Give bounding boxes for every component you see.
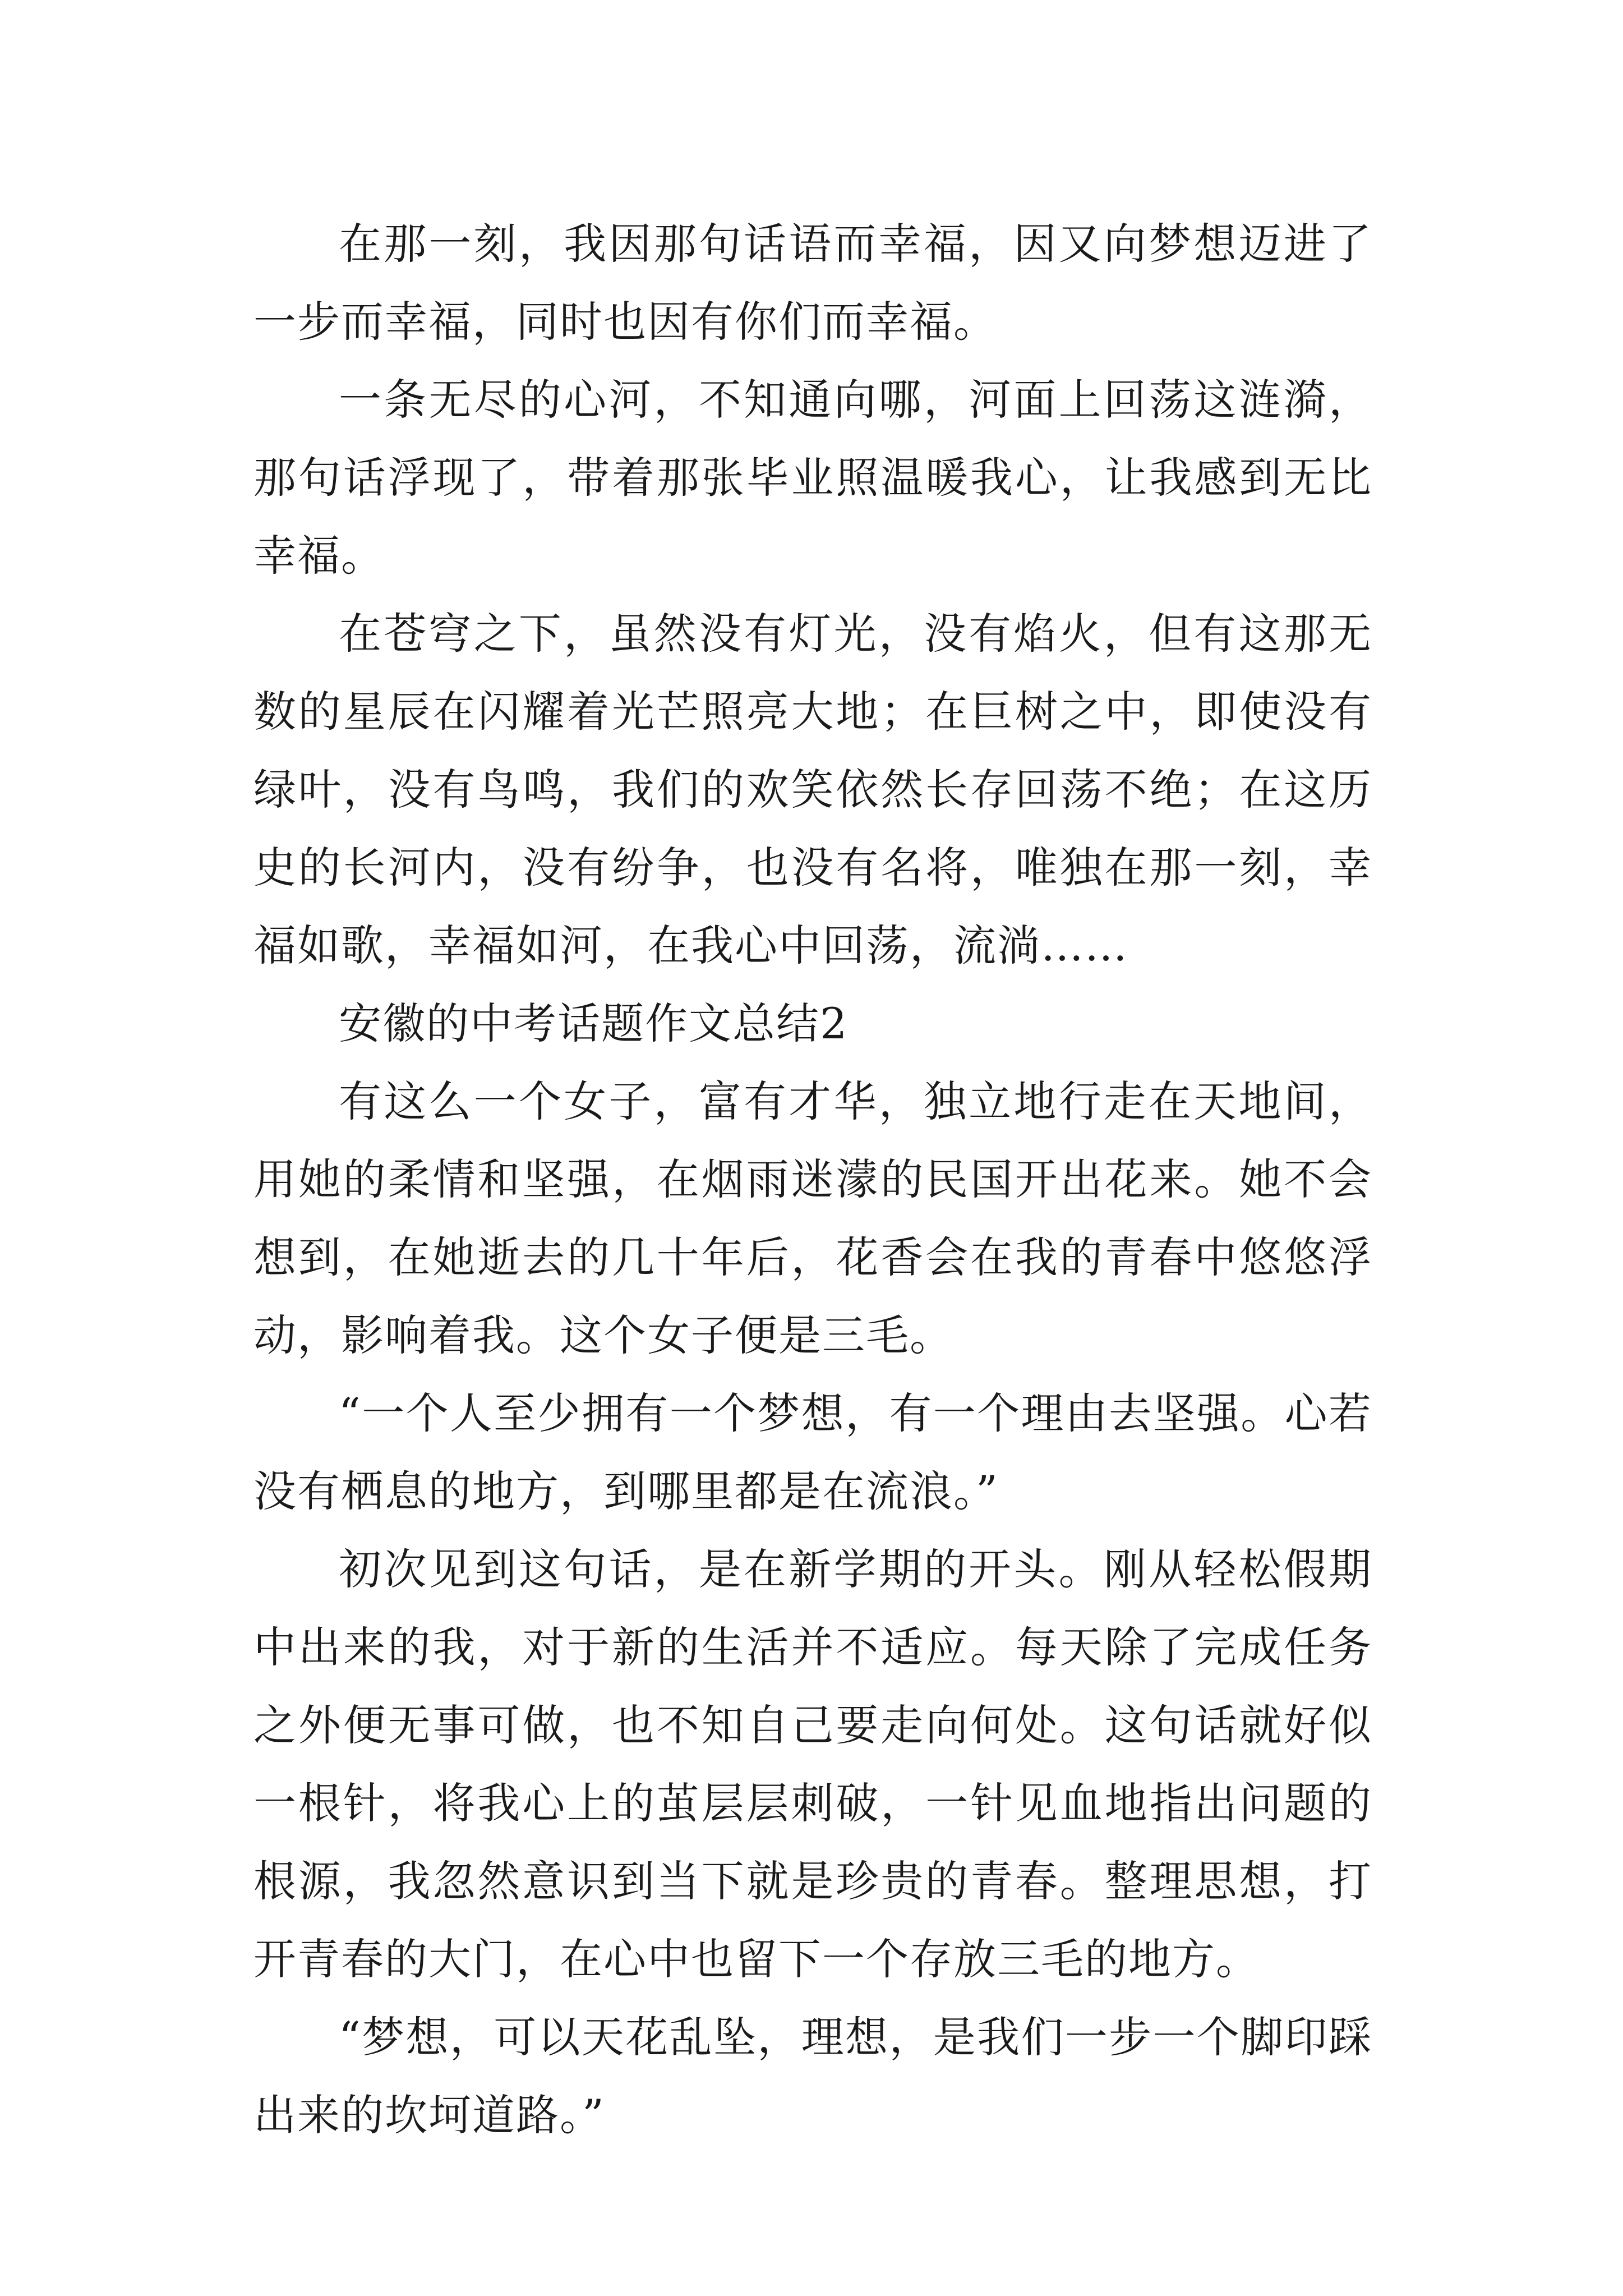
paragraph: 一条无尽的心河，不知通向哪，河面上回荡这涟漪，那句话浮现了，带着那张毕业照温暖我心，让我感到无比幸福。 xyxy=(253,375,1372,581)
paragraph: 初次见到这句话，是在新学期的开头。刚从轻松假期中出来的我，对于新的生活并不适应。每天除了完成任务之外便无事可做，也不知自己要走向何处。这句话就好似一根针，将我心上的茧层层刺破，一针见血地指出问题的根源，我忽然意识到当下就是珍贵的青春。整理思想，打开青春的大门，在心中也留下一个存放三毛的地方。 xyxy=(253,1544,1372,1984)
section-heading: 安徽的中考话题作文总结2 xyxy=(339,999,849,1048)
paragraph: 在苍穹之下，虽然没有灯光，没有焰火，但有这那无数的星辰在闪耀着光芒照亮大地；在巨树之中，即使没有绿叶，没有鸟鸣，我们的欢笑依然长存回荡不绝；在这历史的长河内，没有纷争，也没有名将，唯独在那一刻，幸福如歌，幸福如河，在我心中回荡，流淌…… xyxy=(253,609,1372,970)
quote-paragraph: “一个人至少拥有一个梦想，有一个理由去坚强。心若没有栖息的地方，到哪里都是在流浪。” xyxy=(253,1388,1372,1516)
paragraph: 有这么一个女子，富有才华，独立地行走在天地间，用她的柔情和坚强，在烟雨迷濛的民国开出花来。她不会想到，在她逝去的几十年后，花香会在我的青春中悠悠浮动，影响着我。这个女子便是三毛。 xyxy=(253,1076,1372,1360)
paragraph: 在那一刻，我因那句话语而幸福，因又向梦想迈进了一步而幸福，同时也因有你们而幸福。 xyxy=(253,219,1372,347)
document-body xyxy=(253,205,1372,2154)
quote-paragraph: “梦想，可以天花乱坠，理想，是我们一步一个脚印踩出来的坎坷道路。” xyxy=(253,2012,1372,2140)
